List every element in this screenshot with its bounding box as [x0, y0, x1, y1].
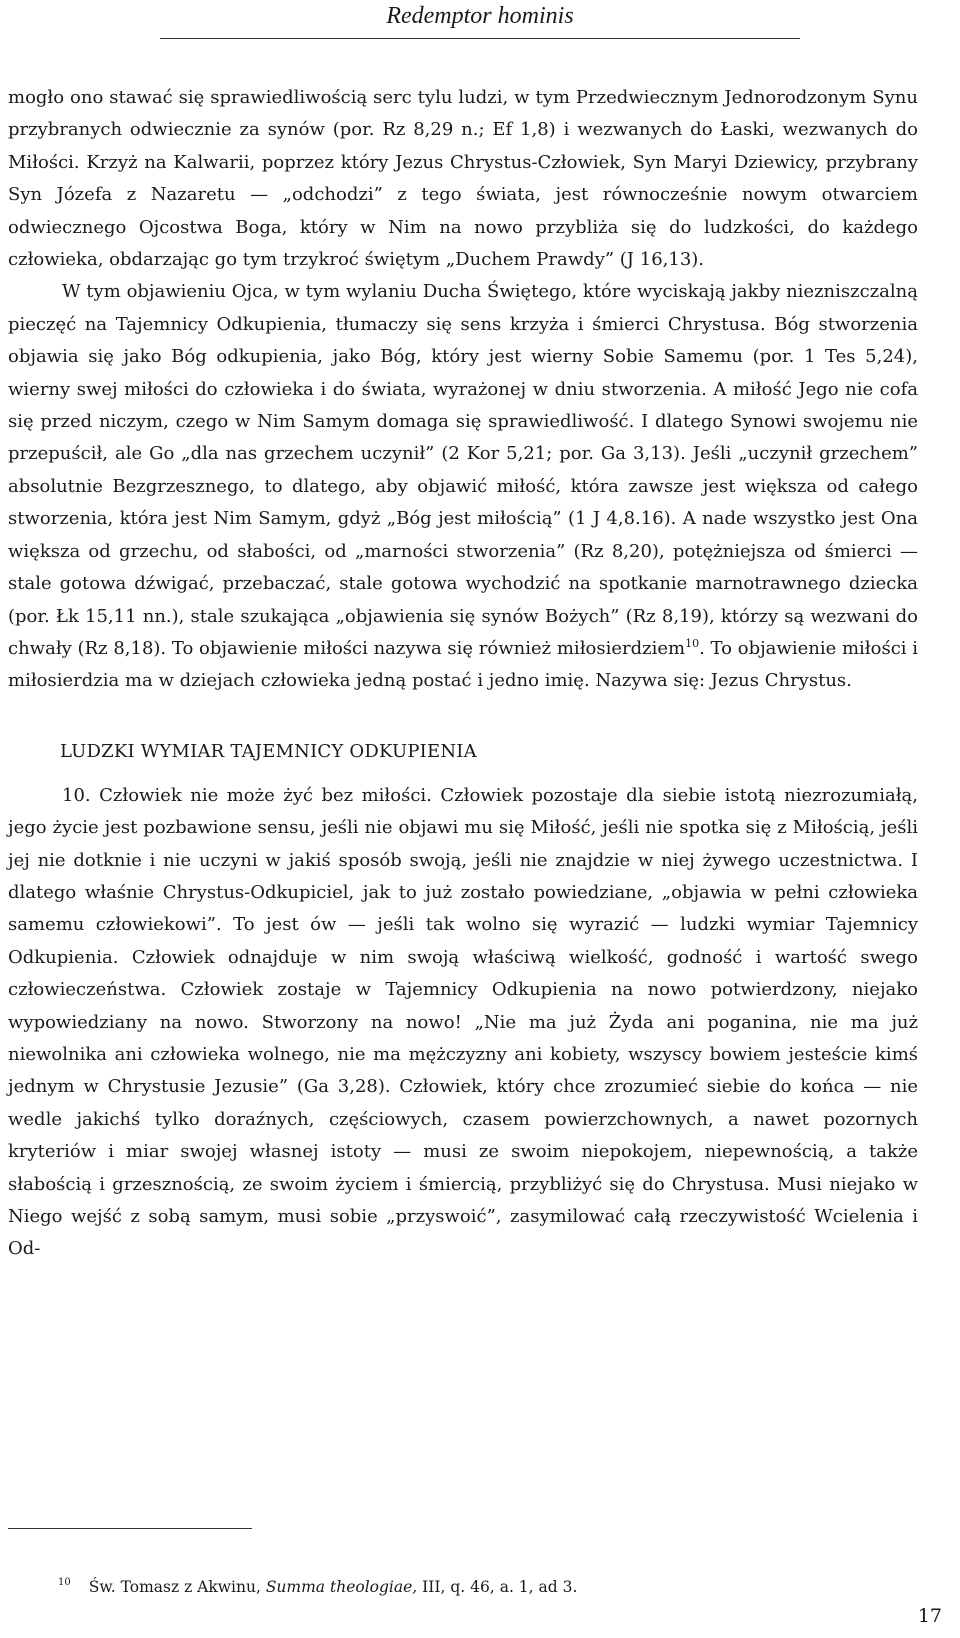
footnote: [58, 1572, 918, 1598]
paragraph-text: W tym objawieniu Ojca, w tym wylaniu Ducha Świętego, które wyciskają jakby niezniszczalną pieczęć na Tajemnicy Odkupienia, tłumaczy się sens krzyża i śmierci Chrystusa. Bóg stworzenia objawia się jako Bóg odkupienia, jako Bóg, który jest wierny Sobie Samemu (por. 1 Tes 5,24), wierny swej miłości do człowieka i do świata, wyrażonej w dniu stworzenia. A miłość Jego nie cofa się przed niczym, czego w Nim Samym domaga się sprawiedliwość. I dlatego Synowi swojemu nie przepuścił, ale Go „dla nas grzechem uczynił” (2 Kor 5,21; por. Ga 3,13). Jeśli „uczynił grzechem” absolutnie Bezgrzesznego, to dlatego, aby objawić miłość, która zawsze jest większa od całego stworzenia, która jest Nim Samym, gdyż „Bóg jest miłością” (1 J 4,8.16). A nade wszystko jest Ona większa od grzechu, od słabości, od „marności stworzenia” (Rz 8,20), potężniejsza od śmierci — stale gotowa dźwigać, przebaczać, stale gotowa wychodzić na spotkanie marnotrawnego dziecka (por. Łk 15,11 nn.), stale szukająca „objawienia się synów Bożych” (Rz 8,19), którzy są wezwani do chwały (Rz 8,18). To objawienie miłości nazywa się również miłosierdziem: [8, 281, 918, 659]
paragraph-text: . To objawienie miłości i miłosierdzia ma w dziejach człowieka jedną postać i jedno imię. Nazywa się: Jezus Chrystus.: [8, 637, 919, 692]
paragraph-section-10: 10. Człowiek nie może żyć bez miłości. Człowiek pozostaje dla siebie istotą niezrozumiałą, jego życie jest pozbawione sensu, jeśli nie objawi mu się Miłość, jeśli nie spotka się z Miłością, jeśli jej nie dotknie i nie uczyni w jakiś sposób swoją, jeśli nie znajdzie w niej żywego uczestnictwa. I dlatego właśnie Chrystus-Odkupiciel, jak to już zostało powiedziane, „objawia w pełni człowieka samemu człowiekowi”. To jest ów — jeśli tak wolno się wyrazić — ludzki wymiar Tajemnicy Odkupienia. Człowiek odnajduje w nim swoją właściwą wielkość, godność i wartość swego człowieczeństwa. Człowiek zostaje w Tajemnicy Odkupienia na nowo potwierdzony, niejako wypowiedziany na nowo. Stworzony na nowo! „Nie ma już Żyda ani poganina, nie ma już niewolnika ani człowieka wolnego, nie ma mężczyzny ani kobiety, wszyscy bowiem jesteście kimś jednym w Chrystusie Jezusie” (Ga 3,28). Człowiek, który chce zrozumieć siebie do końca — nie wedle jakichś tylko doraźnych, częściowych, czasem powierzchownych, a nawet pozornych kryteriów i miar swojej własnej istoty — musi ze swoim niepokojem, niepewnością, a także słabością i grzesznością, ze swoim życiem i śmiercią, przybliżyć się do Chrystusa. Musi niejako w Niego wejść z sobą samym, musi sobie „przyswoić”, zasymilować całą rzeczywistość Wcielenia i Od-: [8, 784, 918, 1260]
page-number: 17: [917, 1605, 942, 1627]
footnote-text: III, q. 46, a. 1, ad 3.: [417, 1578, 578, 1596]
section-heading: LUDZKI WYMIAR TAJEMNICY ODKUPIENIA: [60, 740, 477, 762]
footnote-text: Św. Tomasz z Akwinu,: [88, 1578, 266, 1596]
footnote-divider: [8, 1528, 252, 1529]
body-text: [8, 82, 918, 1266]
footnote-number: 10: [58, 1577, 71, 1588]
running-head: Redemptor hominis: [160, 0, 800, 39]
paragraph-revelation: [8, 276, 918, 697]
footnote-reference: 10: [685, 636, 700, 650]
footnote-title: Summa theologiae,: [265, 1578, 418, 1596]
paragraph-continued: mogło ono stawać się sprawiedliwością serc tylu ludzi, w tym Przedwiecznym Jednorodzonym Synu przybranych odwiecznie za synów (por. Rz 8,29 n.; Ef 1,8) i wezwanych do Łaski, wezwanych do Miłości. Krzyż na Kalwarii, poprzez który Jezus Chrystus-Człowiek, Syn Maryi Dziewicy, przybrany Syn Józefa z Nazaretu — „odchodzi” z tego świata, jest równocześnie nowym otwarciem odwiecznego Ojcostwa Boga, który w Nim na nowo przybliża się do ludzkości, do każdego człowieka, obdarzając go tym trzykroć świętym „Duchem Prawdy” (J 16,13).: [8, 87, 918, 271]
